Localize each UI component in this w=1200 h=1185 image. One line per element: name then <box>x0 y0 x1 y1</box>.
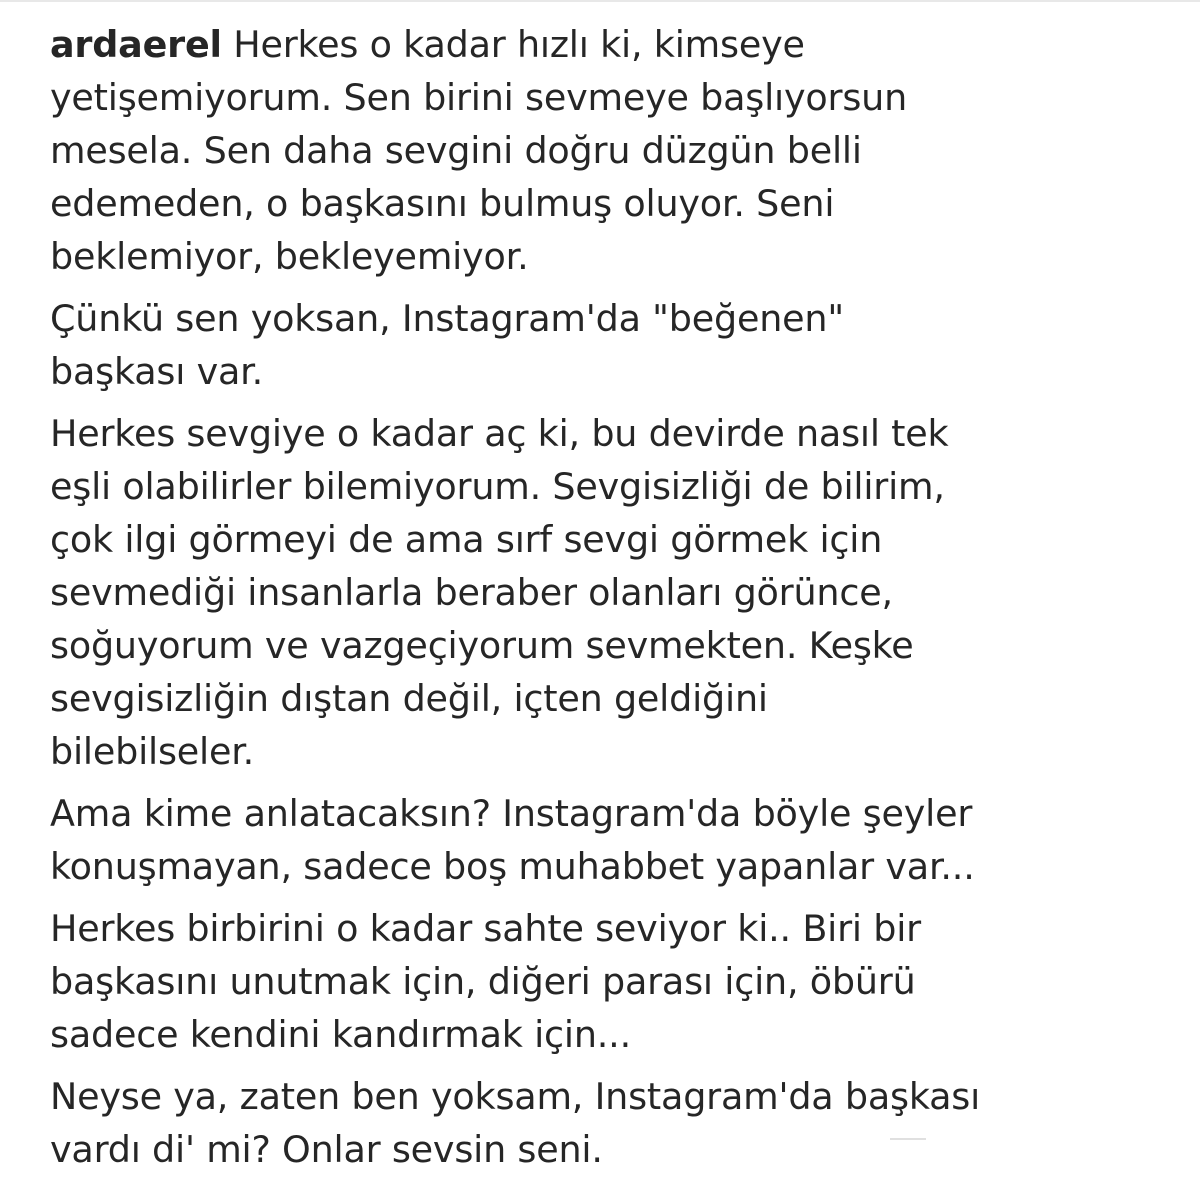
top-divider <box>0 0 1200 2</box>
caption-paragraph-4: Ama kime anlatacaksın? Instagram'da böyle şeyler konuşmayan, sadece boş muhabbet yapanlar var... <box>50 792 975 888</box>
caption-paragraph-3: Herkes sevgiye o kadar aç ki, bu devirde nasıl tek eşli olabilirler bilemiyorum. Sevgisizliği de bilirim, çok ilgi görmeyi de ama sırf sevgi görmek için sevmediği insanlarla beraber olanları görünce, soğuyorum ve vazgeçiyorum sevmekten. Keşke sevgisizliğin dıştan değil, içten geldiğini bilebilseler. <box>50 412 949 773</box>
caption-paragraph-2: Çünkü sen yoksan, Instagram'da "beğenen" başkası var. <box>50 297 844 393</box>
caption-paragraph-1 <box>50 18 1170 283</box>
caption-paragraph-5: Herkes birbirini o kadar sahte seviyor ki.. Biri bir başkasını unutmak için, diğeri parası için, öbürü sadece kendini kandırmak için... <box>50 907 921 1056</box>
caption-text-1: Herkes o kadar hızlı ki, kimseye yetişemiyorum. Sen birini sevmeye başlıyorsun mesela. Sen daha sevgini doğru düzgün belli edemeden, o başkasını bulmuş oluyor. Seni beklemiyor, bekleyemiyor. <box>50 23 908 278</box>
post-caption <box>50 18 1170 1185</box>
username-link[interactable]: ardaerel <box>50 23 222 66</box>
caption-paragraph-6: Neyse ya, zaten ben yoksam, Instagram'da başkası vardı di' mi? Onlar sevsin seni. <box>50 1075 981 1171</box>
bottom-divider <box>890 1138 926 1140</box>
